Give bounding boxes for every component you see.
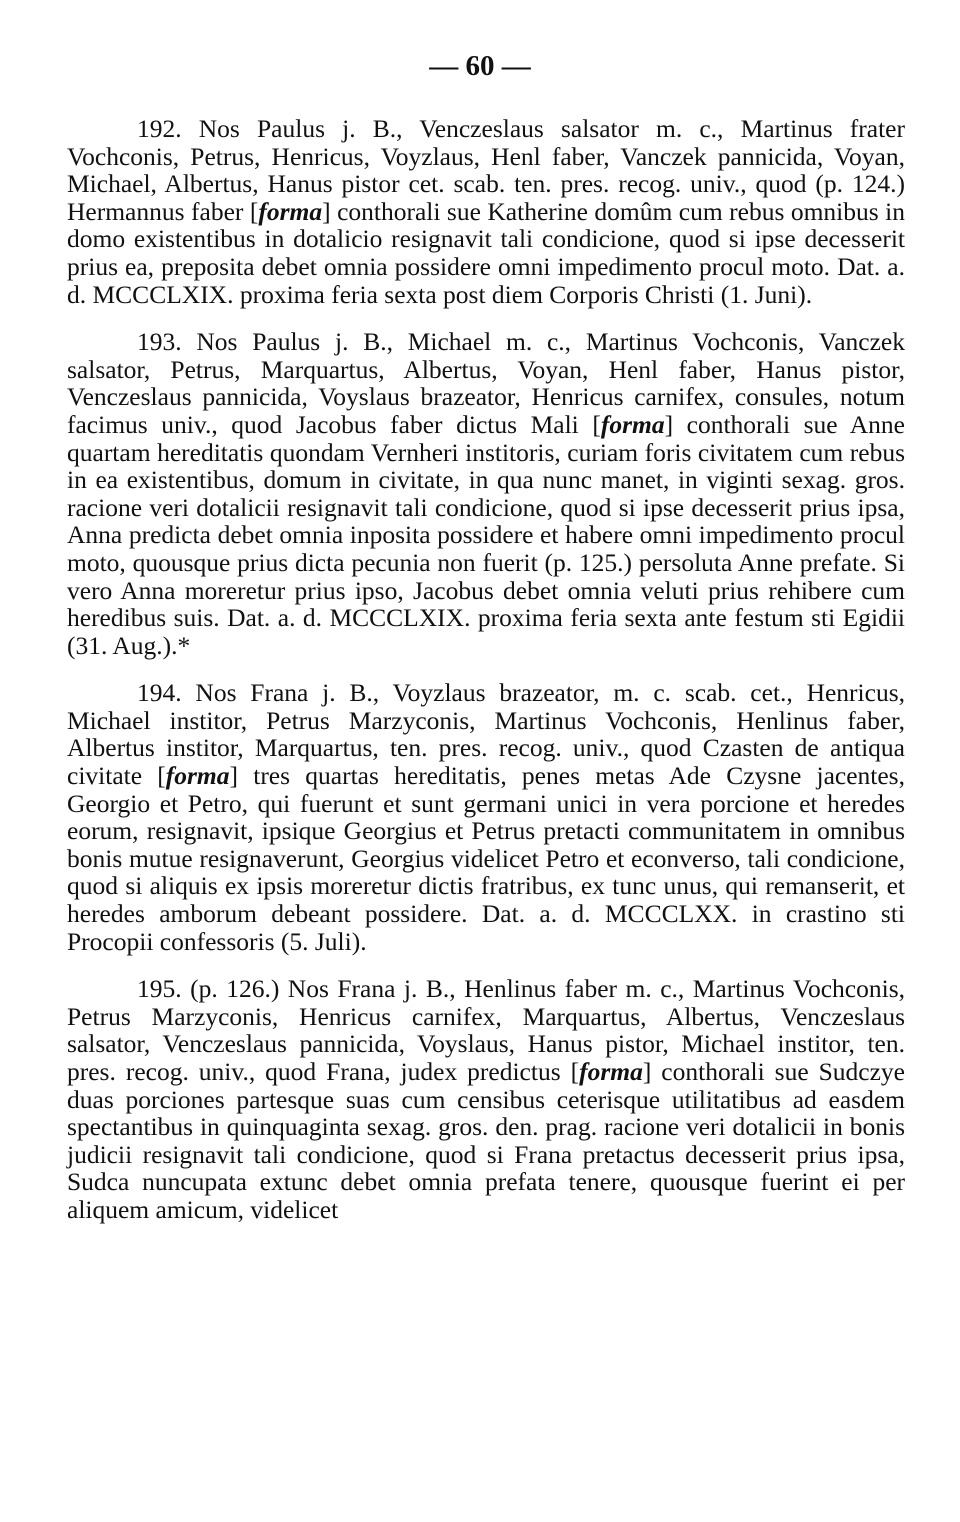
entry-192 [67,115,905,308]
entry-text: 193. Nos Paulus j. B., Michael m. c., Martinus Vochconis, Vanczek salsator, Petrus, Marquartus, Albertus, Voyan, Henl faber, Hanus pistor, Venczeslaus pannicida, Voyslaus brazeator, Henricus carnifex, consules, notum facimus univ., quod Jacobus faber dictus Mali [ [67,327,905,439]
entry-193 [67,328,905,659]
forma-term: forma [579,1057,643,1086]
page-number: — 60 — [429,50,531,82]
entry-194 [67,679,905,955]
entry-text: ] tres quartas hereditatis, penes metas Ade Czysne jacentes, Georgio et Petro, qui fuerunt et sunt germani unici in vera porcione et heredes eorum, resignavit, ipsique Georgius et Petrus pretacti communitatem in omnibus bonis mutue resignaverunt, Georgius videlicet Petro et econverso, tali condicione, quod si aliquis ex ipsis moreretur dictis fratribus, ex tunc unus, qui remanserit, et heredes amborum debeant possidere. Dat. a. d. MCCCLXX. in crastino sti Procopii confessoris (5. Juli). [67,761,905,956]
forma-term: forma [165,761,230,791]
entry-text: ] conthorali sue Sudczye duas porciones partesque suas cum censibus ceterisque utilitatibus ad easdem spectantibus in quinquaginta sexag. gros. den. prag. racione veri dotalicii in bonis judicii resignavit tali condicione, quod si Frana pretactus decesserit prius ipsa, Sudca nuncupata extunc debet omnia prefata tenere, quousque fuerint ei per aliquem amicum, videlicet [67,1057,905,1224]
entry-text: 194. Nos Frana j. B., Voyzlaus brazeator, m. c. scab. cet., Henricus, Michael institor, Petrus Marzyconis, Martinus Vochconis, Henlinus faber, Albertus institor, Marquartus, ten. pres. recog. univ., quod Czasten de antiqua civitate [ [67,678,905,791]
entry-text: ] conthorali sue Anne quartam hereditatis quondam Vernheri institoris, curiam foris civitatem cum rebus in ea existentibus, domum in civitate, in qua nunc manet, in viginti sexag. gros. racione veri dotalicii resignavit tali condicione, quod si ipse decesserit prius ipsa, Anna predicta debet omnia inposita possidere et habere omni impedimento procul moto, quousque prius dicta pecunia non fuerit (p. 125.) persoluta Anne prefate. Si vero Anna moreretur prius ipso, Jacobus debet omnia veluti prius rehibere cum heredibus suis. Dat. a. d. MCCCLXIX. proxima feria sexta ante festum sti Egidii (31. Aug.).* [67,409,905,660]
body-text [67,115,905,1224]
entry-text: 195. (p. 126.) Nos Frana j. B., Henlinus faber m. c., Martinus Vochconis, Petrus Marzyconis, Henricus carnifex, Marquartus, Albertus, Venczeslaus salsator, Venczeslaus pannicida, Voyslaus, Hanus pistor, Michael institor, ten. pres. recog. univ., quod Frana, judex predictus [ [67,974,905,1086]
forma-term: forma [600,409,665,439]
entry-text: 192. Nos Paulus j. B., Venczeslaus salsator m. c., Martinus frater Vochconis, Petrus, Henricus, Voyzlaus, Henl faber, Vanczek pannicida, Voyan, Michael, Albertus, Hanus pistor cet. scab. ten. pres. recog. univ., quod (p. 124.) Hermannus faber [ [67,114,905,226]
entry-195 [67,975,905,1223]
entry-text: ] conthorali sue Katherine domûm cum rebus omnibus in domo existentibus in dotalicio resignavit tali condicione, quod si ipse decesserit prius ea, preposita debet omnia possidere omni impedimento procul moto. Dat. a. d. MCCCLXIX. proxima feria sexta post diem Corporis Christi (1. Juni). [67,196,905,309]
forma-term: forma [258,196,323,226]
